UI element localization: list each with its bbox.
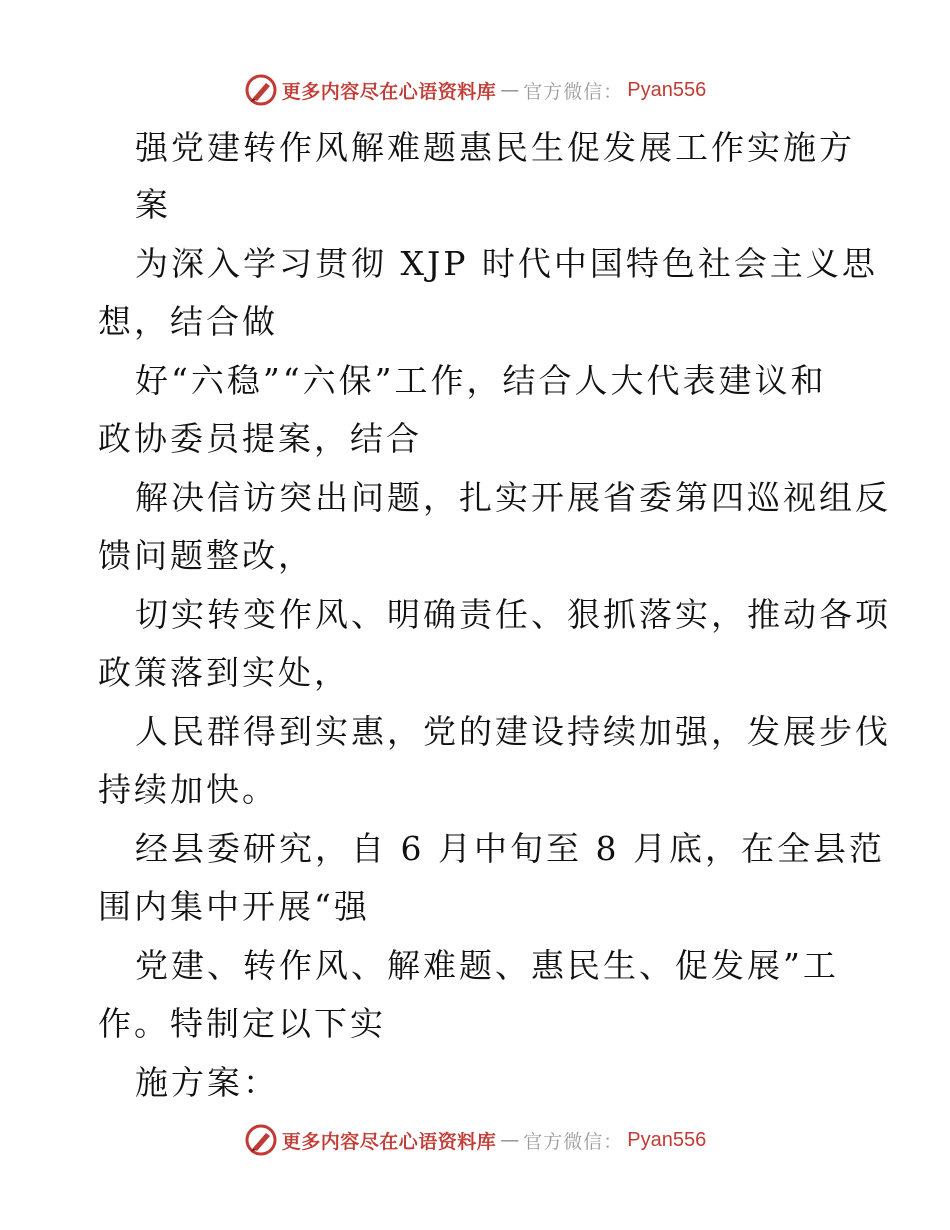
text-line: 党建、转作风、解难题、惠民生、促发展”工	[135, 946, 839, 985]
watermark-header	[0, 72, 950, 108]
text-line: 解决信访突出问题，扎实开展省委第四巡视组反	[135, 478, 891, 517]
document-title-line-1: 强党建转作风解难题惠民生促发展工作实施方	[135, 128, 855, 167]
text-line: 政策落到实处，	[98, 653, 350, 692]
text-line: 政协委员提案，结合	[98, 419, 422, 458]
text-line: 作。特制定以下实	[98, 1004, 386, 1043]
watermark-dash: —	[500, 1129, 520, 1151]
text-line: 想，结合做	[98, 302, 278, 341]
watermark-brand: 更多内容尽在心语资料库	[281, 1130, 497, 1153]
watermark-dash: —	[500, 79, 520, 101]
text-line: 好“六稳”“六保”工作，结合人大代表建议和	[135, 361, 827, 400]
watermark-id: Pyan556	[627, 78, 707, 101]
text-line: 施方案：	[135, 1063, 279, 1102]
document-title-line-2: 案	[135, 185, 171, 224]
text-line: 持续加快。	[98, 770, 278, 809]
pen-logo-icon	[244, 1123, 278, 1157]
watermark-id: Pyan556	[627, 1128, 707, 1151]
text-line: 经县委研究，自 6 月中旬至 8 月底，在全县范	[135, 829, 885, 868]
watermark-footer	[0, 1122, 950, 1158]
pen-logo-icon	[244, 73, 278, 107]
text-line: 围内集中开展“强	[98, 887, 370, 926]
text-line: 为深入学习贯彻 XJP 时代中国特色社会主义思	[135, 244, 878, 283]
watermark-label: 官方微信：	[523, 1130, 624, 1153]
text-line: 馈问题整改，	[98, 536, 314, 575]
watermark-brand: 更多内容尽在心语资料库	[281, 80, 497, 103]
watermark-label: 官方微信：	[523, 80, 624, 103]
text-line: 切实转变作风、明确责任、狠抓落实，推动各项	[135, 595, 891, 634]
text-line: 人民群得到实惠，党的建设持续加强，发展步伐	[135, 712, 891, 751]
